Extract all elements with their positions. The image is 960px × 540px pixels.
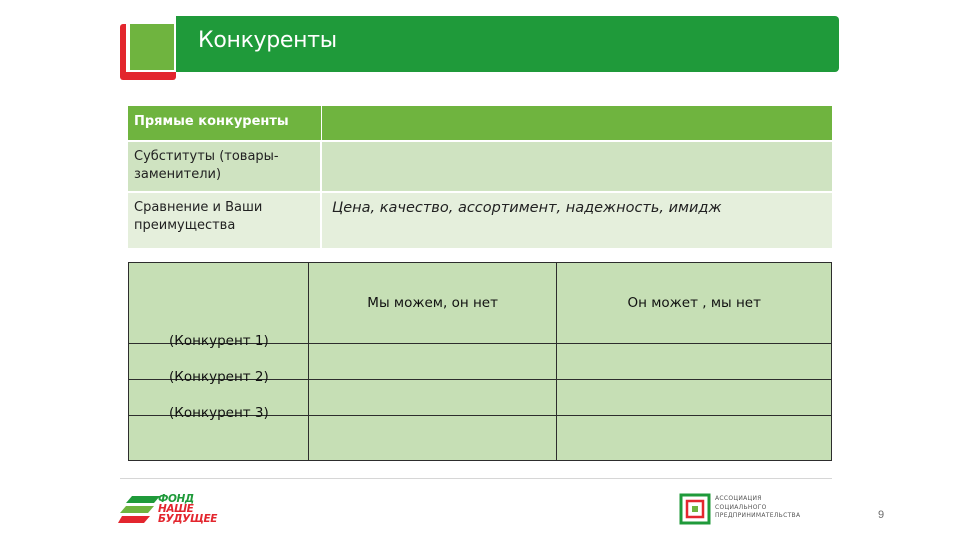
competitor-label: (Конкурент 1): [129, 344, 309, 380]
we-can-cell: [308, 380, 557, 416]
association-logo: [679, 493, 839, 527]
row-value: Цена, качество, ассортимент, надежность, имидж: [332, 200, 722, 216]
association-logo-icon: [679, 493, 711, 525]
we-can-cell: [308, 416, 557, 461]
fund-logo: [118, 494, 228, 528]
title-bar: [176, 16, 839, 72]
comparison-table: [128, 262, 832, 461]
row-label: Субституты (товары-заменители): [128, 142, 322, 191]
header-we-can: Мы можем, он нет: [308, 263, 557, 344]
row-value: [322, 142, 832, 191]
competitor-info-table: [128, 106, 832, 248]
row-value: [322, 106, 832, 140]
he-can-cell: [557, 344, 832, 380]
we-can-cell: [308, 344, 557, 380]
row-label: Прямые конкуренты: [128, 106, 322, 140]
table-row-direct-competitors: [128, 106, 832, 140]
slide-title: Конкуренты: [198, 28, 337, 53]
association-logo-text: АССОЦИАЦИЯ СОЦИАЛЬНОГО ПРЕДПРИНИМАТЕЛЬСТВА: [715, 495, 801, 519]
fund-logo-icon: [118, 494, 162, 528]
table-header-row: [129, 263, 832, 344]
he-can-cell: [557, 380, 832, 416]
row-label: Сравнение и Ваши преимущества: [128, 193, 322, 248]
he-can-cell: [557, 416, 832, 461]
table-row-advantages: [128, 191, 832, 248]
header-cell-empty: [129, 263, 309, 344]
page-number: 9: [878, 509, 885, 521]
competitor-label: (Конкурент 3): [129, 416, 309, 461]
table-row: [129, 416, 832, 461]
competitor-label: (Конкурент 2): [129, 380, 309, 416]
title-banner: [0, 0, 960, 90]
table-row-substitutes: [128, 140, 832, 191]
header-he-can: Он может , мы нет: [557, 263, 832, 344]
footer-divider: [120, 478, 832, 479]
title-decoration-green-square: [130, 24, 174, 70]
fund-logo-text: ФОНД НАШЕ БУДУЩЕЕ: [158, 493, 218, 525]
